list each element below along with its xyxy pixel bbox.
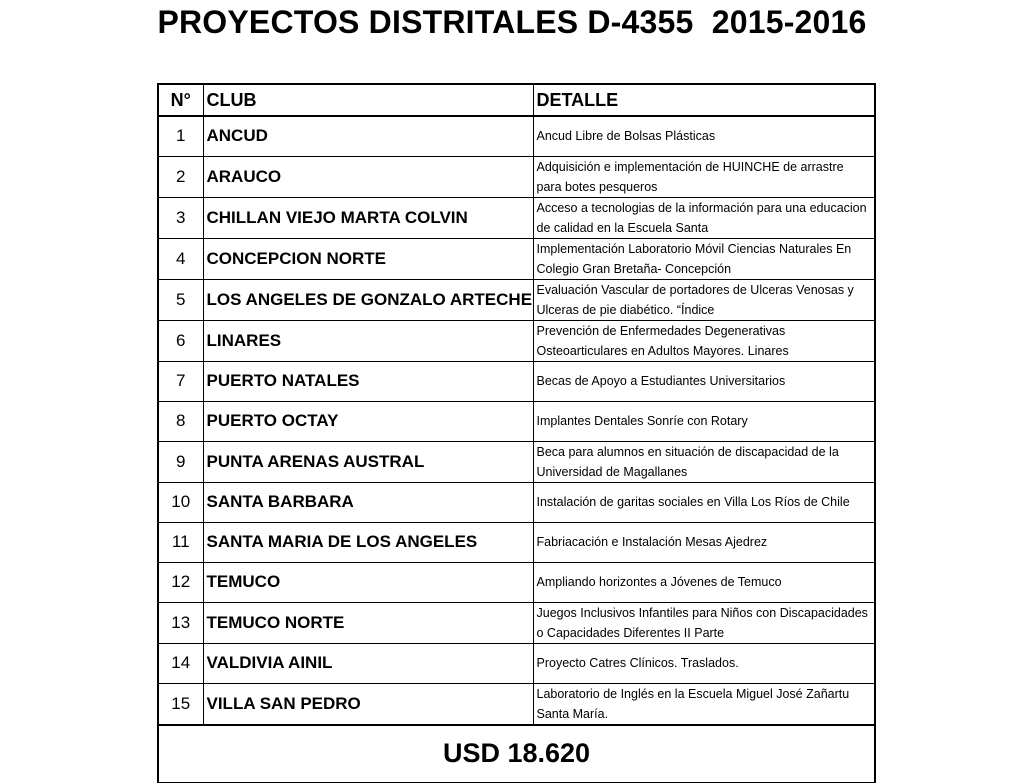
row-number: 15 [158,683,203,725]
project-detail: Implementación Laboratorio Móvil Ciencias Naturales En Colegio Gran Bretaña- Concepción [533,238,875,279]
project-detail: Ancud Libre de Bolsas Plásticas [533,116,875,156]
total-row [158,725,875,783]
total-amount: USD 18.620 [158,725,875,783]
column-header-num: N° [158,84,203,116]
club-name: VALDIVIA AINIL [203,643,533,683]
table-row [158,320,875,361]
project-detail: Prevención de Enfermedades Degenerativas Osteoarticulares en Adultos Mayores. Linares [533,320,875,361]
row-number: 11 [158,522,203,562]
table-row [158,482,875,522]
club-name: VILLA SAN PEDRO [203,683,533,725]
project-detail: Adquisición e implementación de HUINCHE de arrastre para botes pesqueros [533,156,875,197]
table-row [158,197,875,238]
row-number: 1 [158,116,203,156]
row-number: 14 [158,643,203,683]
project-detail: Becas de Apoyo a Estudiantes Universitarios [533,361,875,401]
row-number: 2 [158,156,203,197]
project-detail: Implantes Dentales Sonríe con Rotary [533,401,875,441]
table-row [158,156,875,197]
club-name: CHILLAN VIEJO MARTA COLVIN [203,197,533,238]
club-name: ARAUCO [203,156,533,197]
projects-table [157,83,876,783]
row-number: 8 [158,401,203,441]
project-detail: Proyecto Catres Clínicos. Traslados. [533,643,875,683]
column-header-detail: DETALLE [533,84,875,116]
club-name: PUNTA ARENAS AUSTRAL [203,441,533,482]
club-name: PUERTO OCTAY [203,401,533,441]
project-detail: Instalación de garitas sociales en Villa Los Ríos de Chile [533,482,875,522]
project-detail: Beca para alumnos en situación de discapacidad de la Universidad de Magallanes [533,441,875,482]
column-header-club: CLUB [203,84,533,116]
table-header-row [158,84,875,116]
table-row [158,279,875,320]
table-row [158,683,875,725]
club-name: SANTA BARBARA [203,482,533,522]
table-row [158,441,875,482]
table-row [158,116,875,156]
row-number: 5 [158,279,203,320]
table-row [158,401,875,441]
table-row [158,562,875,602]
project-detail: Ampliando horizontes a Jóvenes de Temuco [533,562,875,602]
page-title: PROYECTOS DISTRITALES D-4355 2015-2016 [157,4,867,40]
table-row [158,361,875,401]
club-name: CONCEPCION NORTE [203,238,533,279]
table-row [158,643,875,683]
club-name: TEMUCO [203,562,533,602]
row-number: 12 [158,562,203,602]
row-number: 6 [158,320,203,361]
project-detail: Evaluación Vascular de portadores de Ulceras Venosas y Ulceras de pie diabético. “Índice [533,279,875,320]
club-name: LINARES [203,320,533,361]
club-name: SANTA MARIA DE LOS ANGELES [203,522,533,562]
project-detail: Fabriacación e Instalación Mesas Ajedrez [533,522,875,562]
project-detail: Laboratorio de Inglés en la Escuela Miguel José Zañartu Santa María. [533,683,875,725]
project-detail: Acceso a tecnologias de la información para una educacion de calidad en la Escuela Santa [533,197,875,238]
table-row [158,238,875,279]
table-row [158,522,875,562]
project-detail: Juegos Inclusivos Infantiles para Niños con Discapacidades o Capacidades Diferentes II Parte [533,602,875,643]
club-name: TEMUCO NORTE [203,602,533,643]
row-number: 7 [158,361,203,401]
row-number: 10 [158,482,203,522]
club-name: ANCUD [203,116,533,156]
club-name: PUERTO NATALES [203,361,533,401]
row-number: 9 [158,441,203,482]
table-row [158,602,875,643]
row-number: 3 [158,197,203,238]
row-number: 4 [158,238,203,279]
club-name: LOS ANGELES DE GONZALO ARTECHE [203,279,533,320]
row-number: 13 [158,602,203,643]
